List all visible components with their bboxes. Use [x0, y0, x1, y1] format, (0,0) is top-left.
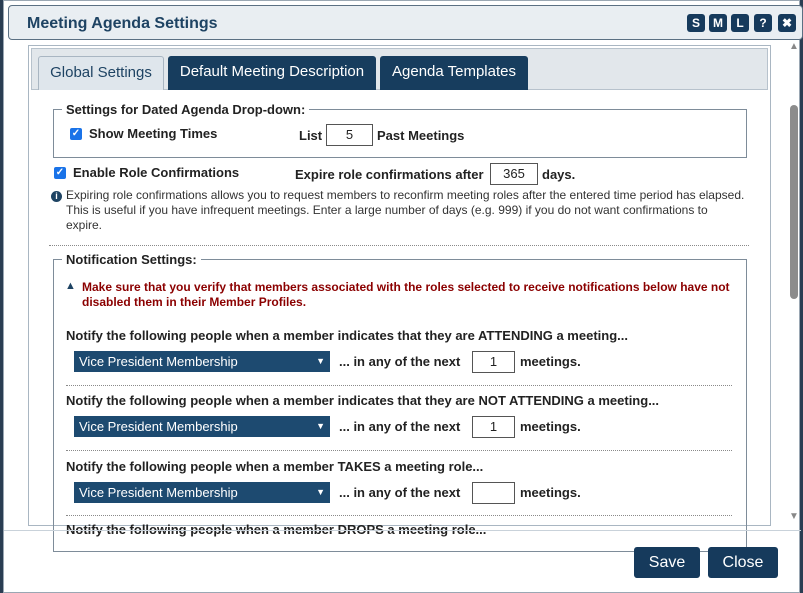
in-any-next-label: ... in any of the next	[339, 419, 461, 434]
close-icon[interactable]: ✖	[778, 14, 796, 32]
close-button[interactable]: Close	[708, 547, 778, 578]
tab-agenda-templates[interactable]: Agenda Templates	[380, 56, 528, 90]
info-icon: i	[51, 191, 62, 202]
content-scrollbar[interactable]	[785, 41, 803, 527]
dialog-content	[28, 45, 771, 537]
help-button[interactable]: ?	[754, 14, 772, 32]
enable-role-confirmations-label: Enable Role Confirmations	[73, 165, 240, 180]
size-medium-button[interactable]: M	[709, 14, 727, 32]
rule-divider	[66, 450, 732, 451]
size-small-button[interactable]: S	[687, 14, 705, 32]
expire-days-input[interactable]: 365	[490, 163, 538, 185]
chevron-down-icon: ▼	[316, 421, 325, 431]
rule-not-attending-text: Notify the following people when a member indicates that they are NOT ATTENDING a meeting...	[66, 393, 660, 408]
scroll-up-icon[interactable]: ▲	[789, 41, 799, 52]
rule-takes-role-next-input[interactable]	[472, 482, 515, 504]
section-divider	[49, 245, 749, 246]
dated-agenda-legend: Settings for Dated Agenda Drop-down:	[66, 102, 306, 117]
rule-divider	[66, 385, 732, 386]
notification-legend: Notification Settings:	[66, 252, 197, 267]
chevron-down-icon: ▼	[316, 487, 325, 497]
save-button[interactable]: Save	[634, 547, 700, 578]
rule-takes-role-text: Notify the following people when a member TAKES a meeting role...	[66, 459, 484, 474]
list-label: List	[299, 128, 323, 143]
show-times-label: Show Meeting Times	[89, 126, 218, 141]
in-any-next-label: ... in any of the next	[339, 485, 461, 500]
rule-not-attending-role-select[interactable]	[74, 416, 330, 437]
rule-takes-role-value: Vice President Membership	[79, 485, 238, 500]
meetings-label: meetings.	[520, 419, 581, 434]
meeting-agenda-settings-dialog	[3, 0, 800, 593]
enable-role-confirmations-checkbox[interactable]: ✓	[55, 167, 65, 178]
past-meetings-label: Past Meetings	[377, 128, 465, 143]
warning-icon: ▲	[65, 280, 76, 292]
rule-takes-role-select[interactable]	[74, 482, 330, 503]
rule-not-attending-role-value: Vice President Membership	[79, 419, 238, 434]
rule-drops-role-text: Notify the following people when a member DROPS a meeting role...	[66, 522, 487, 537]
tab-strip	[31, 48, 768, 90]
scrollbar-thumb[interactable]	[790, 105, 798, 299]
notification-warning: Make sure that you verify that members associated with the roles selected to receive notifications below have not disabled them in their Member Profiles.	[82, 280, 730, 309]
chevron-down-icon: ▼	[316, 356, 325, 366]
days-label: days.	[542, 167, 576, 182]
role-confirm-info: Expiring role confirmations allows you to request members to reconfirm meeting roles after the entered time period has elapsed. This is useful if you have infrequent meetings. Enter a large number of days (e.g. 999) if you do not want confirmations to expire.	[66, 188, 745, 232]
rule-attending-role-select[interactable]	[74, 351, 330, 372]
tab-global-settings[interactable]: Global Settings	[38, 56, 164, 90]
rule-attending-role-value: Vice President Membership	[79, 354, 238, 369]
show-times-checkbox[interactable]: ✓	[71, 128, 81, 139]
rule-divider	[66, 515, 732, 516]
rule-attending-next-input[interactable]: 1	[472, 351, 515, 373]
scroll-down-icon[interactable]: ▼	[789, 511, 799, 522]
rule-not-attending-next-input[interactable]: 1	[472, 416, 515, 438]
tab-default-meeting-description[interactable]: Default Meeting Description	[168, 56, 376, 90]
footer-divider	[4, 530, 801, 531]
meetings-label: meetings.	[520, 485, 581, 500]
in-any-next-label: ... in any of the next	[339, 354, 461, 369]
dialog-titlebar	[8, 5, 803, 40]
size-large-button[interactable]: L	[731, 14, 749, 32]
meetings-label: meetings.	[520, 354, 581, 369]
rule-attending-text: Notify the following people when a member indicates that they are ATTENDING a meeting...	[66, 328, 628, 343]
past-meetings-count-input[interactable]: 5	[326, 124, 373, 146]
expire-label: Expire role confirmations after	[295, 167, 484, 182]
dialog-title: Meeting Agenda Settings	[27, 15, 218, 32]
